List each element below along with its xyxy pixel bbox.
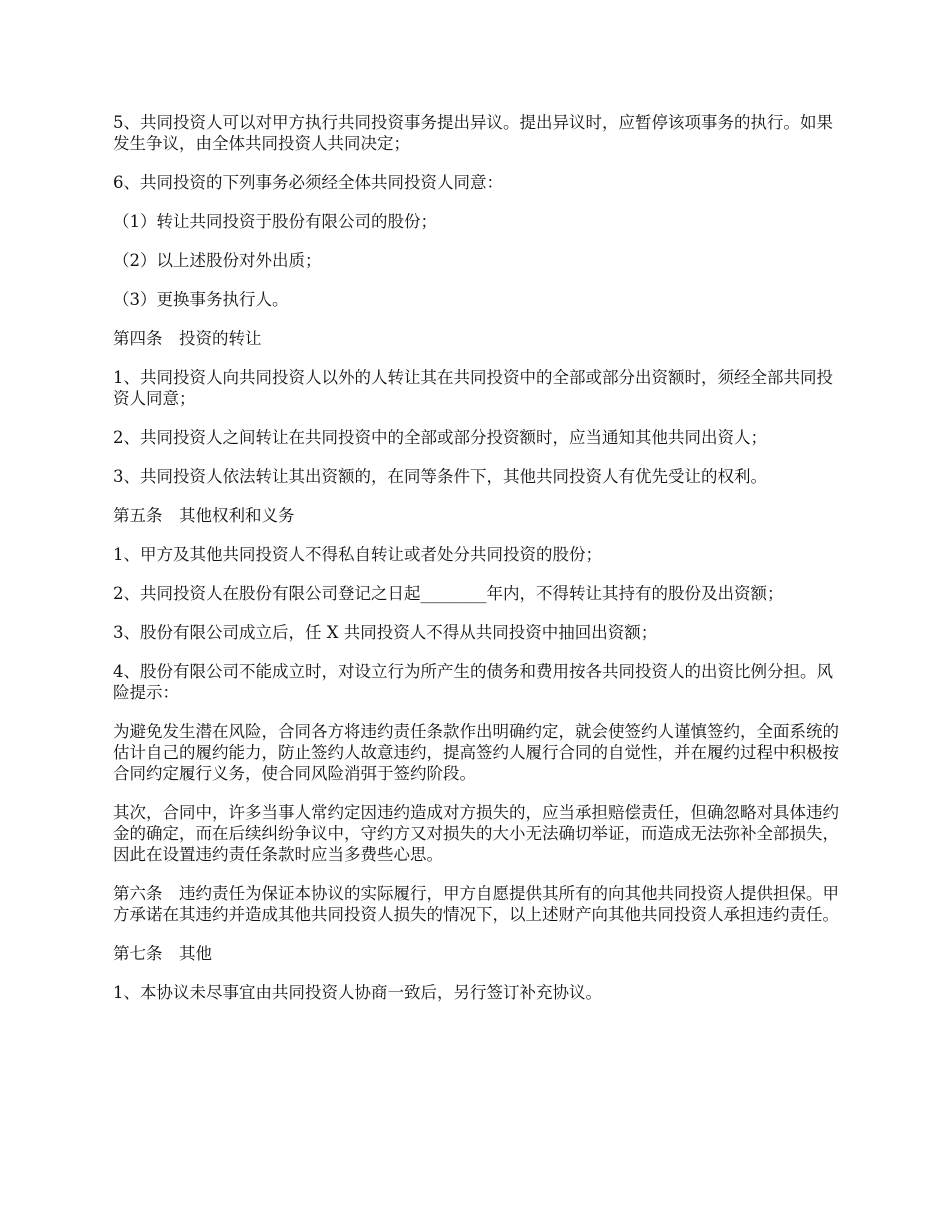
clause-paragraph: 2、共同投资人在股份有限公司登记之日起________年内，不得转让其持有的股份及出资额； bbox=[113, 584, 784, 603]
clause-paragraph: 第六条 违约责任为保证本协议的实际履行，甲方自愿提供其所有的向其他共同投资人提供担保。甲方承诺在其违约并造成其他共同投资人损失的情况下，以上述财产向其他共同投资人承担违约责任。 bbox=[113, 884, 839, 924]
clause-paragraph: 6、共同投资的下列事务必须经全体共同投资人同意： bbox=[113, 173, 503, 192]
clause-paragraph: 1、共同投资人向共同投资人以外的人转让其在共同投资中的全部或部分出资额时，须经全部共同投资人同意； bbox=[113, 368, 833, 408]
article-heading: 第五条 其他权利和义务 bbox=[113, 506, 295, 525]
clause-paragraph: 3、共同投资人依法转让其出资额的，在同等条件下，其他共同投资人有优先受让的权利。 bbox=[113, 467, 767, 486]
list-item: （1）转让共同投资于股份有限公司的股份； bbox=[113, 212, 437, 231]
clause-paragraph: 4、股份有限公司不能成立时，对设立行为所产生的债务和费用按各共同投资人的出资比例分担。风险提示： bbox=[113, 662, 833, 702]
clause-paragraph: 1、本协议未尽事宜由共同投资人协商一致后，另行签订补充协议。 bbox=[113, 983, 602, 1002]
clause-paragraph: 3、股份有限公司成立后，任 X 共同投资人不得从共同投资中抽回出资额； bbox=[113, 623, 658, 642]
article-heading: 第七条 其他 bbox=[113, 944, 212, 963]
clause-paragraph: 5、共同投资人可以对甲方执行共同投资事务提出异议。提出异议时，应暂停该项事务的执行。如果发生争议，由全体共同投资人共同决定； bbox=[113, 113, 833, 153]
risk-note-paragraph: 为避免发生潜在风险，合同各方将违约责任条款作出明确约定，就会使签约人谨慎签约，全面系统的估计自己的履约能力，防止签约人故意违约，提高签约人履行合同的自觉性，并在履约过程中积极按合同约定履行义务，使合同风险消弭于签约阶段。 bbox=[113, 722, 839, 783]
clause-paragraph: 2、共同投资人之间转让在共同投资中的全部或部分投资额时，应当通知其他共同出资人； bbox=[113, 428, 767, 447]
list-item: （2）以上述股份对外出质； bbox=[113, 251, 322, 270]
clause-paragraph: 1、甲方及其他共同投资人不得私自转让或者处分共同投资的股份； bbox=[113, 545, 602, 564]
article-heading: 第四条 投资的转让 bbox=[113, 329, 262, 348]
document-page bbox=[113, 112, 843, 1021]
risk-note-paragraph: 其次，合同中，许多当事人常约定因违约造成对方损失的，应当承担赔偿责任，但确忽略对具体违约金的确定，而在后续纠纷争议中，守约方又对损失的大小无法确切举证，而造成无法弥补全部损失，因此在设置违约责任条款时应当多费些心思。 bbox=[113, 803, 839, 864]
list-item: （3）更换事务执行人。 bbox=[113, 290, 289, 309]
